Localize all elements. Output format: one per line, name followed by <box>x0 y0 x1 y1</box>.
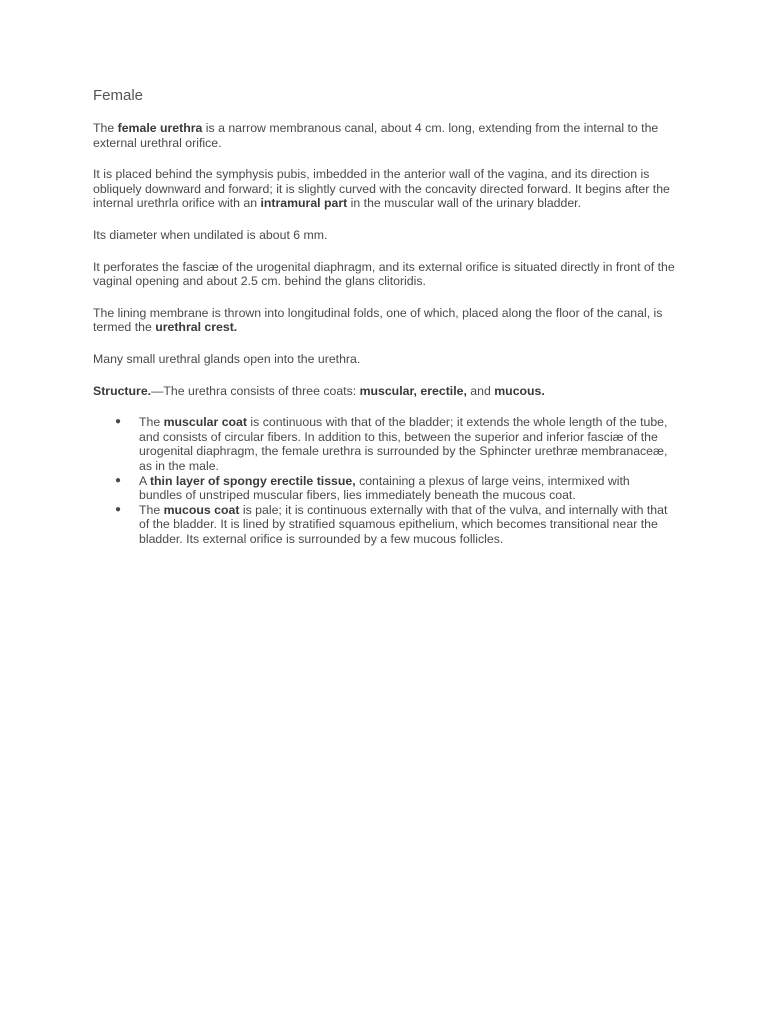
text: is continuous with that of the bladder; it extends the whole length of the tube, and consists of circular fibers. In addition to this, between the superior and inferior fasciæ of the urogenital diaphragm, the female urethra is surrounded by the Sphincter urethræ membranaceæ, as in the male. <box>139 415 668 473</box>
text: The <box>93 121 118 135</box>
paragraph-structure <box>93 384 675 399</box>
document-page <box>93 86 675 546</box>
bullet-icon: ● <box>115 503 122 515</box>
bullet-icon: ● <box>115 416 122 428</box>
bold-term: muscular coat <box>163 415 247 430</box>
bold-term: female urethra <box>117 121 203 135</box>
text: is a narrow membranous canal, about 4 cm. long, extending from the internal to the external urethral orifice. <box>93 121 659 150</box>
bold-term: mucous. <box>494 383 545 398</box>
text: The <box>139 502 164 517</box>
text: The <box>139 415 164 430</box>
section-heading: Female <box>93 87 144 104</box>
text: —The urethra consists of three coats: <box>151 383 360 398</box>
paragraph-position <box>93 167 675 211</box>
bold-term: thin layer of spongy erectile tissue, <box>149 473 356 488</box>
text: and <box>466 383 495 398</box>
paragraph-diameter: Its diameter when undilated is about 6 mm. <box>93 227 328 242</box>
text: containing a plexus of large veins, intermixed with bundles of unstriped muscular fibers, lies immediately beneath the mucous coat. <box>139 473 630 503</box>
coats-list <box>93 415 675 546</box>
bold-term: mucous coat <box>163 502 240 517</box>
paragraph-lining <box>93 306 675 335</box>
bold-term: urethral crest. <box>155 320 238 335</box>
text: is pale; it is continuous externally with that of the vulva, and internally with that of the bladder. It is lined by stratified squamous epithelium, which becomes transitional near the bladder. Its external orifice is surrounded by a few mucous follicles. <box>139 502 668 546</box>
bold-term: intramural part <box>260 196 348 211</box>
bold-term: muscular, erectile, <box>359 383 467 398</box>
list-item <box>115 502 675 547</box>
text: It is placed behind the symphysis pubis, imbedded in the anterior wall of the vagina, and its direction is obliquely downward and forward; it is slightly curved with the concavity directed forward. It begins after the internal urethrla orifice with an <box>93 167 670 211</box>
bullet-icon: ● <box>115 474 122 486</box>
paragraph-glands: Many small urethral glands open into the urethra. <box>93 351 361 366</box>
paragraph-fasciae: It perforates the fasciæ of the urogenital diaphragm, and its external orifice is situated directly in front of the vaginal opening and about 2.5 cm. behind the glans clitoridis. <box>93 259 675 289</box>
paragraph-definition <box>93 121 675 150</box>
text: The lining membrane is thrown into longitudinal folds, one of which, placed along the floor of the canal, is termed the <box>93 305 663 335</box>
list-item <box>115 415 675 473</box>
list-item <box>115 473 675 503</box>
text: in the muscular wall of the urinary bladder. <box>347 196 582 211</box>
bold-term: Structure. <box>93 383 152 398</box>
text: A <box>139 473 150 488</box>
